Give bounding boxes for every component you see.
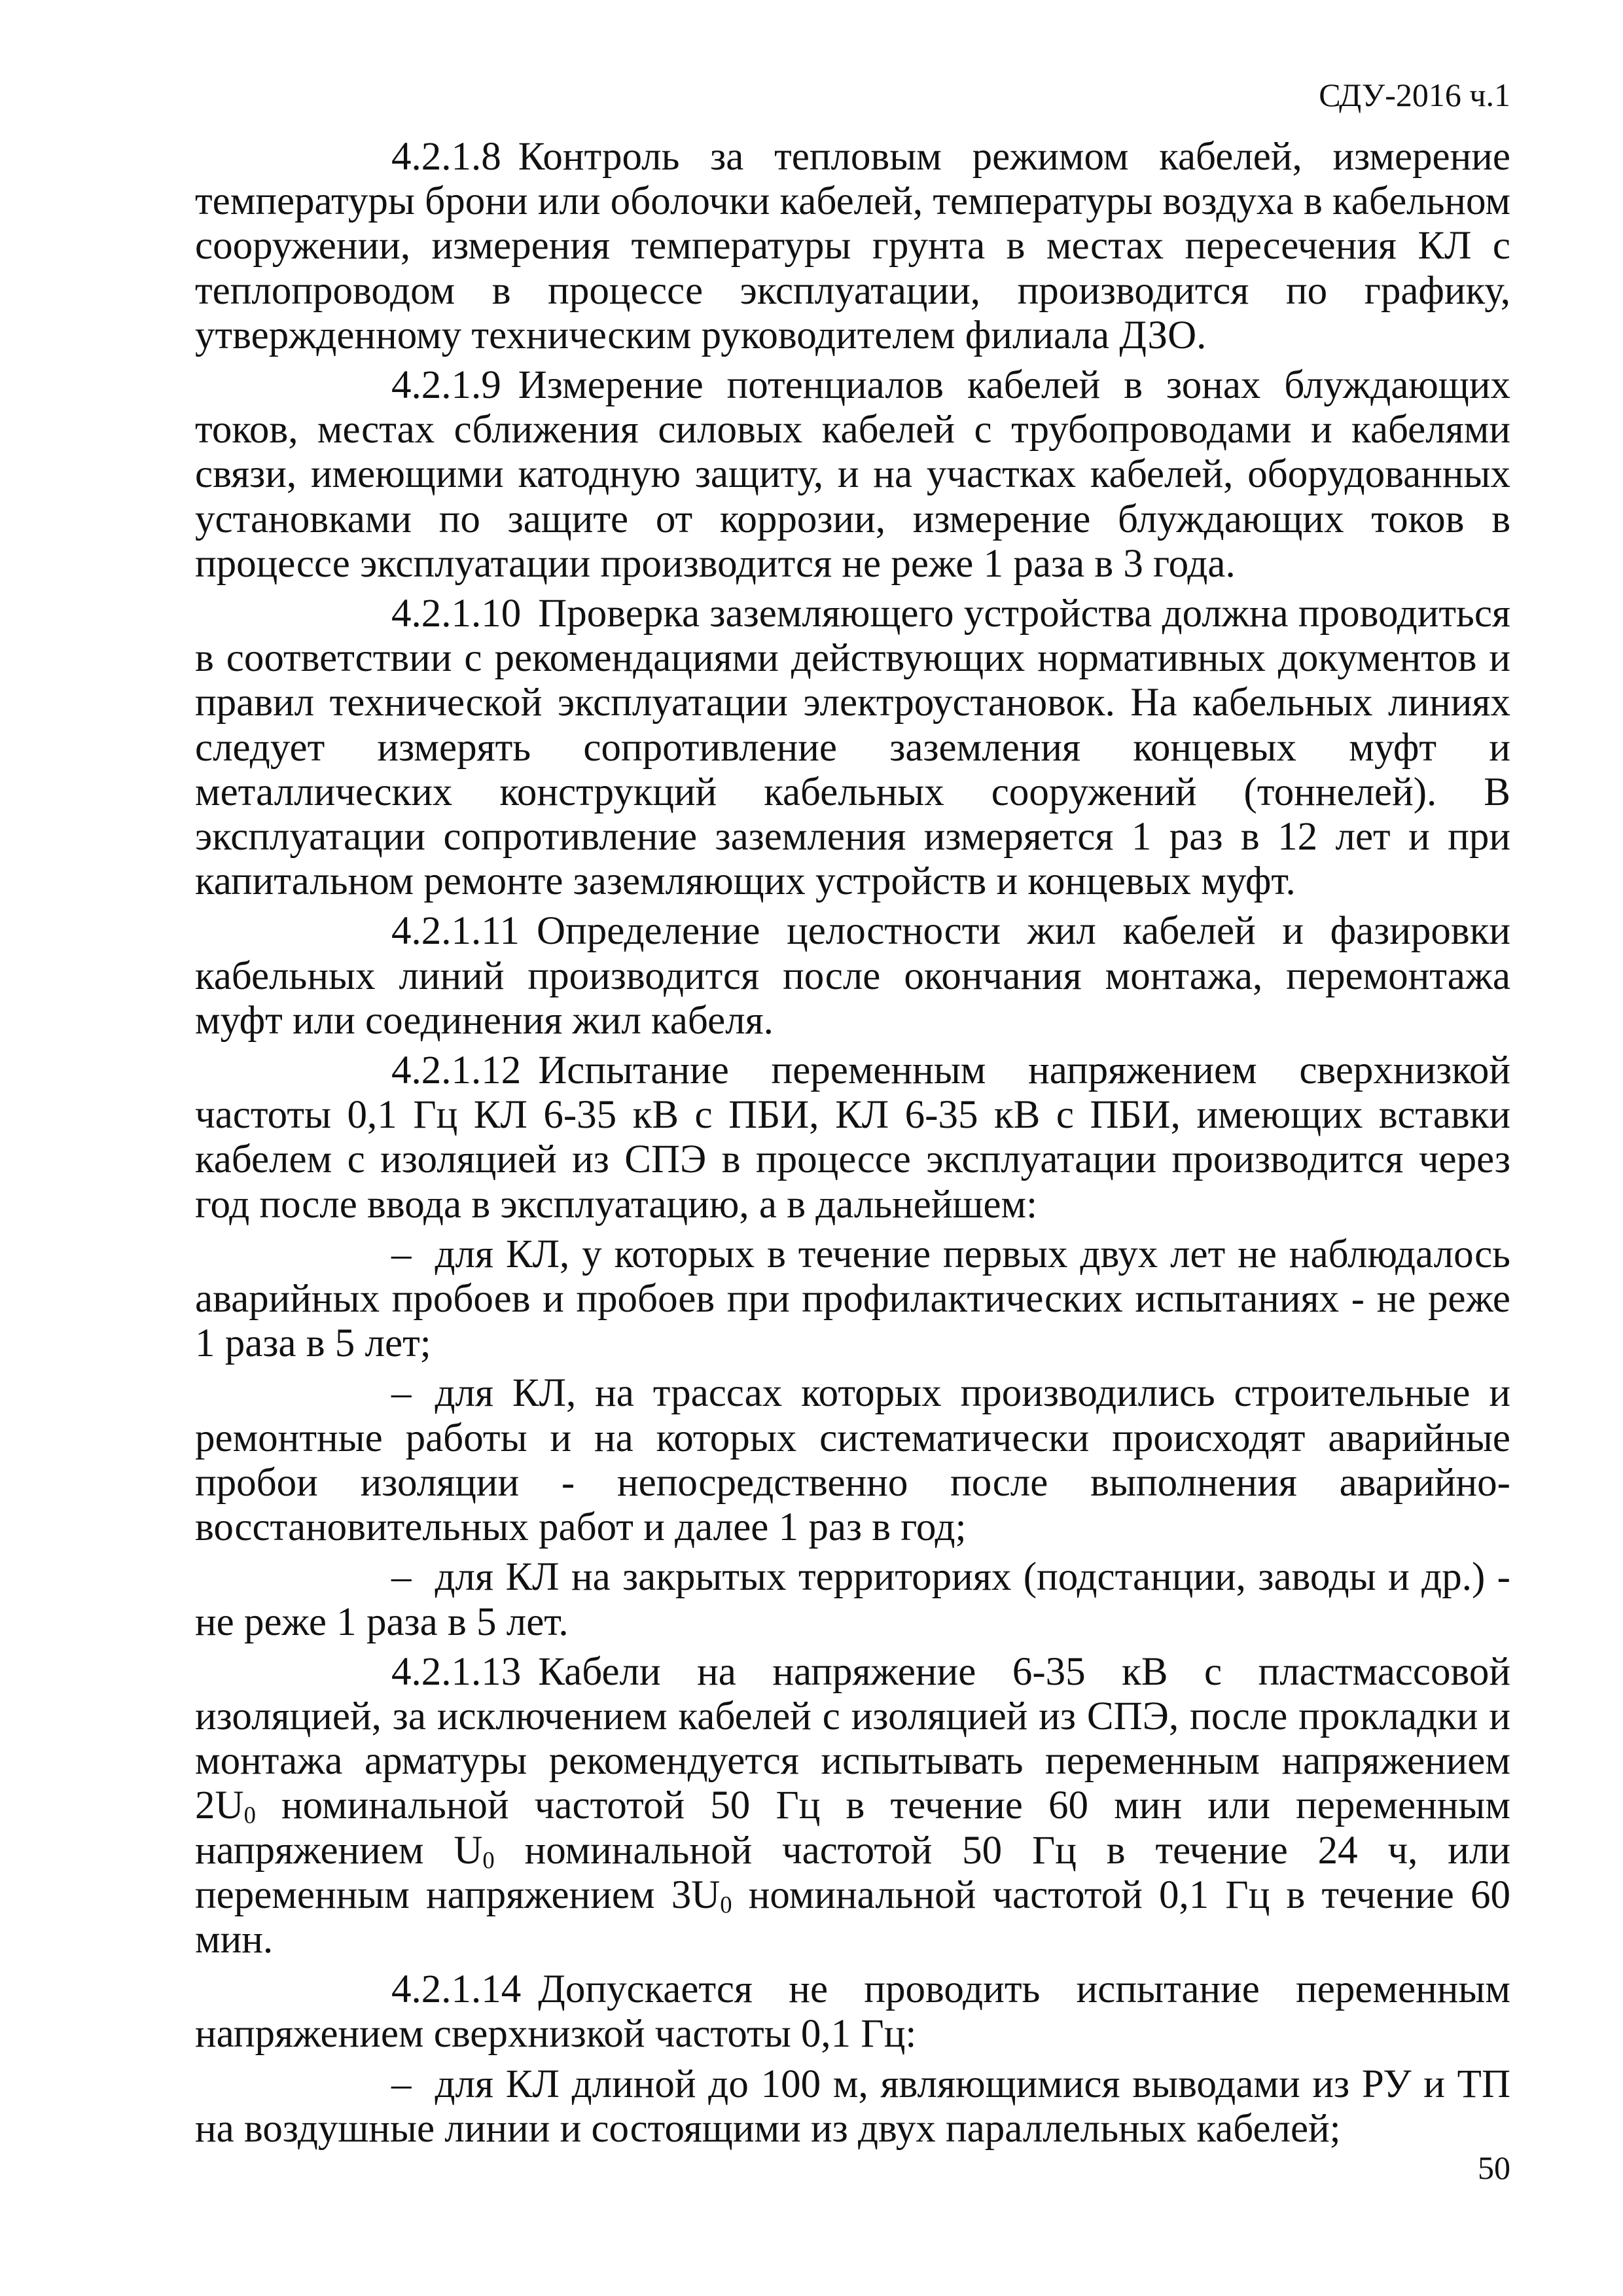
list-dash: – <box>391 1232 412 1276</box>
clause-number: 4.2.1.14 <box>391 1967 522 2012</box>
clause-number: 4.2.1.11 <box>391 909 520 954</box>
list-item <box>195 1555 1510 1644</box>
clause-text: номинальной частотой 50 Гц в течение 60 мин или переменным напряжением <box>195 1784 1510 1873</box>
list-dash: – <box>391 1555 412 1600</box>
voltage-subscript: 0 <box>243 1801 256 1829</box>
clause-number: 4.2.1.8 <box>391 135 501 179</box>
document-reference: СДУ-2016 ч.1 <box>1319 77 1510 113</box>
clause-text: Измерение потенциалов кабелей в зонах блуждающих токов, местах сближения силовых кабелей с трубопроводами и кабелями связи, имеющими катодную защиту, и на участках кабелей, оборудованных установками по защите от коррозии, измерение блуждающих токов в процессе эксплуатации производится не реже 1 раза в 3 года. <box>195 363 1510 586</box>
paragraph-4-2-1-8 <box>195 135 1510 358</box>
clause-text: Испытание переменным напряжением сверхнизкой частоты 0,1 Гц КЛ 6-35 кВ с ПБИ, КЛ 6-35 кВ с ПБИ, имеющих вставки кабелем с изоляцией из СПЭ в процессе эксплуатации производится через год после ввода в эксплуатацию, а в дальнейшем: <box>195 1049 1510 1227</box>
list-dash: – <box>391 2062 412 2106</box>
page-number: 50 <box>1478 2149 1510 2186</box>
list-dash: – <box>391 1371 412 1416</box>
clause-number: 4.2.1.9 <box>391 363 501 408</box>
clause-text: номинальной частотой 50 Гц в течение 24 ч, или переменным напряжением <box>195 1828 1510 1917</box>
list-item-text: для КЛ длиной до 100 м, являющимися выводами из РУ и ТП на воздушные линии и состоящими из двух параллельных кабелей; <box>195 2062 1510 2151</box>
clause-text: Проверка заземляющего устройства должна проводиться в соответствии с рекомендациями действующих нормативных документов и правил технической эксплуатации электроустановок. На кабельных линиях следует измерять сопротивление заземления концевых муфт и металлических конструкций кабельных сооружений (тоннелей). В эксплуатации сопротивление заземления измеряется 1 раз в 12 лет и при капитальном ремонте заземляющих устройств и концевых муфт. <box>195 592 1510 904</box>
voltage-subscript: 0 <box>482 1846 495 1873</box>
clause-number: 4.2.1.12 <box>391 1049 522 1093</box>
paragraph-4-2-1-11 <box>195 909 1510 1043</box>
list-item <box>195 1232 1510 1367</box>
voltage-symbol: 3U <box>671 1873 721 1917</box>
list-item-text: для КЛ на закрытых территориях (подстанции, заводы и др.) - не реже 1 раза в 5 лет. <box>195 1555 1510 1644</box>
paragraph-4-2-1-14 <box>195 1967 1510 2056</box>
clause-number: 4.2.1.13 <box>391 1649 522 1694</box>
list-item <box>195 2062 1510 2151</box>
clause-text: номинальной частотой 0,1 Гц в течение 60 мин. <box>195 1873 1510 1962</box>
paragraph-4-2-1-9 <box>195 363 1510 586</box>
clause-number: 4.2.1.10 <box>391 592 522 636</box>
list-item-text: для КЛ, на трассах которых производились строительные и ремонтные работы и на которых систематически происходят аварийные пробои изоляции - непосредственно после выполнения аварийно-восстановительных работ и далее 1 раз в год; <box>195 1371 1510 1550</box>
list-item-text: для КЛ, у которых в течение первых двух лет не наблюдалось аварийных пробоев и пробоев при профилактических испытаниях - не реже 1 раза в 5 лет; <box>195 1232 1510 1366</box>
voltage-symbol: U <box>454 1828 483 1873</box>
paragraph-4-2-1-13 <box>195 1650 1510 1962</box>
voltage-subscript: 0 <box>720 1891 732 1918</box>
document-body <box>195 135 1510 2157</box>
clause-text: Контроль за тепловым режимом кабелей, измерение температуры брони или оболочки кабелей, температуры воздуха в кабельном сооружении, измерения температуры грунта в местах пересечения КЛ с теплопроводом в процессе эксплуатации, производится по графику, утвержденному техническим руководителем филиала ДЗО. <box>195 135 1510 357</box>
clause-text: Определение целостности жил кабелей и фазировки кабельных линий производится после окончания монтажа, перемонтажа муфт или соединения жил кабеля. <box>195 909 1510 1043</box>
paragraph-4-2-1-12 <box>195 1049 1510 1227</box>
clause-text: Допускается не проводить испытание переменным напряжением сверхнизкой частоты 0,1 Гц: <box>195 1967 1510 2056</box>
clause-text: Кабели на напряжение 6-35 кВ с пластмассовой изоляцией, за исключением кабелей с изоляцией из СПЭ, после прокладки и монтажа арматуры рекомендуется испытывать переменным напряжением <box>195 1649 1510 1784</box>
paragraph-4-2-1-10 <box>195 592 1510 904</box>
voltage-symbol: 2U <box>195 1784 244 1828</box>
list-item <box>195 1371 1510 1550</box>
